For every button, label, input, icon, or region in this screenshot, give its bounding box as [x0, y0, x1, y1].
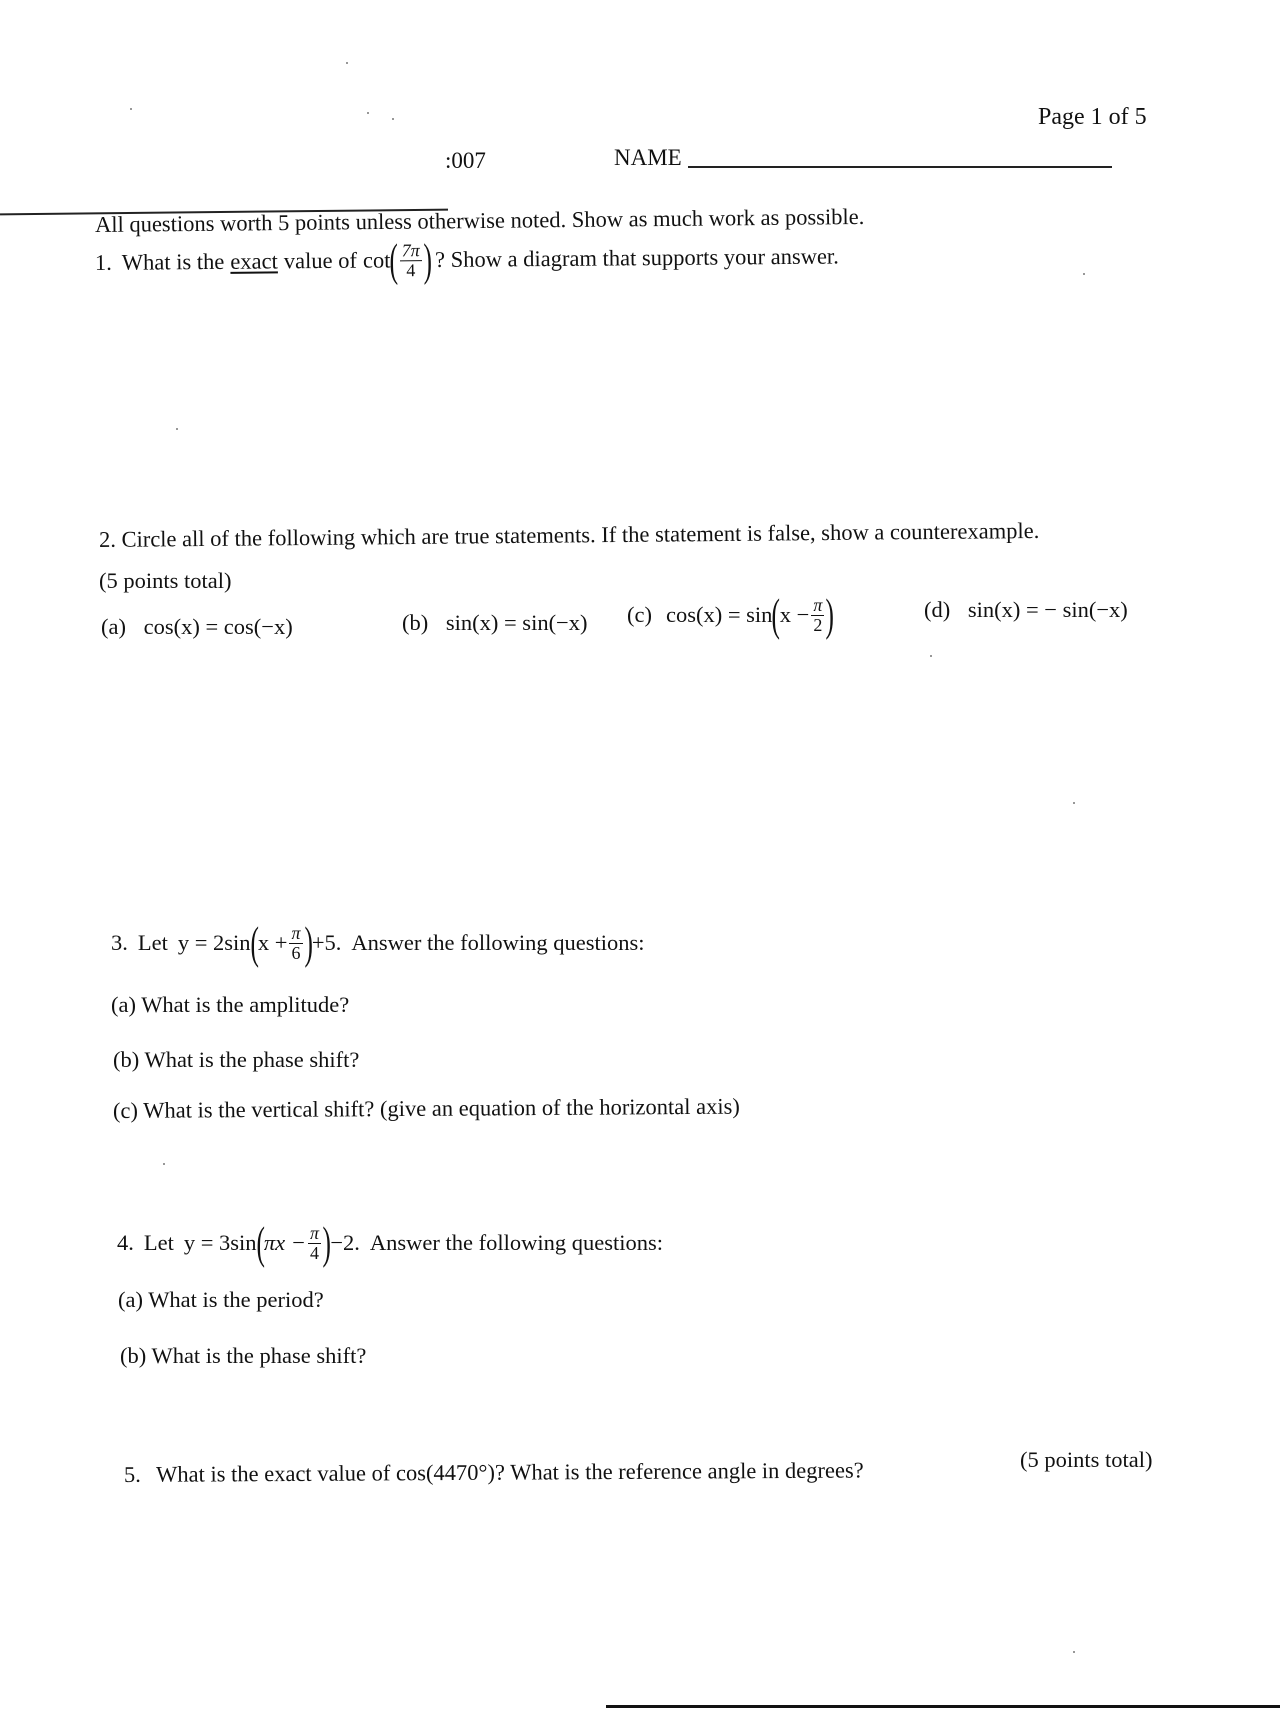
- q4-let: Let: [143, 1230, 174, 1255]
- scan-speck: [1073, 1651, 1075, 1653]
- q3-frac-den: 6: [291, 942, 301, 963]
- scan-speck: [1083, 273, 1085, 275]
- question-5: [124, 1457, 864, 1488]
- q2-c-frac-num: π: [813, 594, 823, 615]
- q2-a-label: (a): [101, 614, 126, 639]
- q3-tail: +5.: [311, 930, 342, 955]
- q3-frac-num: π: [291, 922, 301, 943]
- scan-speck: [392, 118, 394, 120]
- q4-frac-den: 4: [309, 1242, 319, 1263]
- section-number: :007: [445, 148, 486, 173]
- q1-prefix: What is the: [121, 248, 225, 275]
- q2-a-expr: cos(x) = cos(−x): [143, 614, 293, 639]
- q2-c-paren-open: (: [771, 589, 781, 640]
- q4-fraction: [308, 1224, 321, 1263]
- scan-speck: [367, 112, 369, 114]
- q2-option-d: [924, 597, 1128, 623]
- q1-frac-num: 7π: [400, 241, 422, 261]
- q3-fraction: [289, 924, 302, 963]
- page-number: Page 1 of 5: [1038, 104, 1147, 130]
- q2-c-inner: x −: [779, 602, 810, 627]
- q1-paren-open: (: [389, 234, 399, 286]
- q2-c-paren-close: ): [825, 589, 835, 640]
- q4-inner: πx −: [263, 1230, 306, 1255]
- q4-frac-num: π: [309, 1222, 319, 1243]
- q3-let: Let: [137, 930, 168, 955]
- q5-points: (5 points total): [1020, 1447, 1153, 1472]
- q4-tail: −2.: [330, 1230, 360, 1255]
- q2-c-fraction: [811, 596, 824, 635]
- q3-number: 3.: [111, 930, 128, 955]
- q2-c-label: (c): [627, 602, 652, 627]
- q1-suffix: ? Show a diagram that supports your answer.: [434, 243, 839, 273]
- q2-option-b: [402, 610, 588, 636]
- q1-number: 1.: [94, 249, 112, 275]
- q4-prompt: Answer the following questions:: [369, 1230, 663, 1255]
- bottom-rule: [606, 1705, 1280, 1708]
- q2-b-label: (b): [402, 610, 429, 635]
- q5-text: What is the exact value of cos(4470°)? What is the reference angle in degrees?: [156, 1457, 864, 1487]
- q2-c-lhs: cos(x) = sin: [665, 602, 773, 627]
- q3-part-a: (a) What is the amplitude?: [111, 992, 350, 1017]
- q4-part-b: (b) What is the phase shift?: [120, 1343, 367, 1368]
- scan-speck: [1073, 802, 1075, 804]
- q4-lhs: y = 3sin: [183, 1230, 257, 1255]
- q2-option-a: [101, 614, 293, 640]
- name-line: [688, 166, 1112, 168]
- q2-line1: 2. Circle all of the following which are true statements. If the statement is false, show a counterexample.: [98, 517, 1040, 552]
- q5-number: 5.: [123, 1461, 141, 1487]
- q3-prompt: Answer the following questions:: [351, 930, 645, 955]
- scan-speck: [346, 62, 348, 64]
- q1-fraction: [400, 241, 422, 280]
- q3-part-b: (b) What is the phase shift?: [113, 1047, 360, 1072]
- q4-paren-close: ): [322, 1217, 331, 1268]
- q1-func: cot: [362, 247, 391, 273]
- scan-speck: [930, 655, 932, 657]
- q3-paren-open: (: [250, 917, 259, 968]
- q2-b-expr: sin(x) = sin(−x): [445, 610, 588, 635]
- question-3: [111, 917, 645, 968]
- q2-d-expr: sin(x) = − sin(−x): [967, 597, 1128, 622]
- q1-paren-close: ): [422, 234, 432, 286]
- q2-c-frac-den: 2: [813, 614, 823, 635]
- q4-paren-open: (: [256, 1217, 265, 1268]
- q1-value-of: value of: [283, 247, 358, 274]
- instructions: All questions worth 5 points unless otherwise noted. Show as much work as possible.: [94, 203, 865, 237]
- question-4: [117, 1217, 663, 1268]
- q2-option-c: [627, 589, 835, 640]
- q4-number: 4.: [117, 1230, 134, 1255]
- q3-part-c: (c) What is the vertical shift? (give an equation of the horizontal axis): [112, 1093, 740, 1123]
- name-label: NAME: [614, 145, 682, 170]
- q1-frac-den: 4: [406, 259, 416, 280]
- q3-lhs: y = 2sin: [177, 930, 251, 955]
- q2-line2: (5 points total): [99, 568, 232, 593]
- scan-speck: [130, 108, 132, 110]
- q4-part-a: (a) What is the period?: [118, 1287, 324, 1312]
- question-1: [95, 234, 839, 286]
- q3-inner: x +: [257, 930, 288, 955]
- scan-speck: [163, 1163, 165, 1165]
- q1-exact: exact: [230, 248, 278, 274]
- q2-d-label: (d): [924, 597, 951, 622]
- scan-speck: [176, 428, 178, 430]
- q3-paren-close: ): [303, 917, 313, 968]
